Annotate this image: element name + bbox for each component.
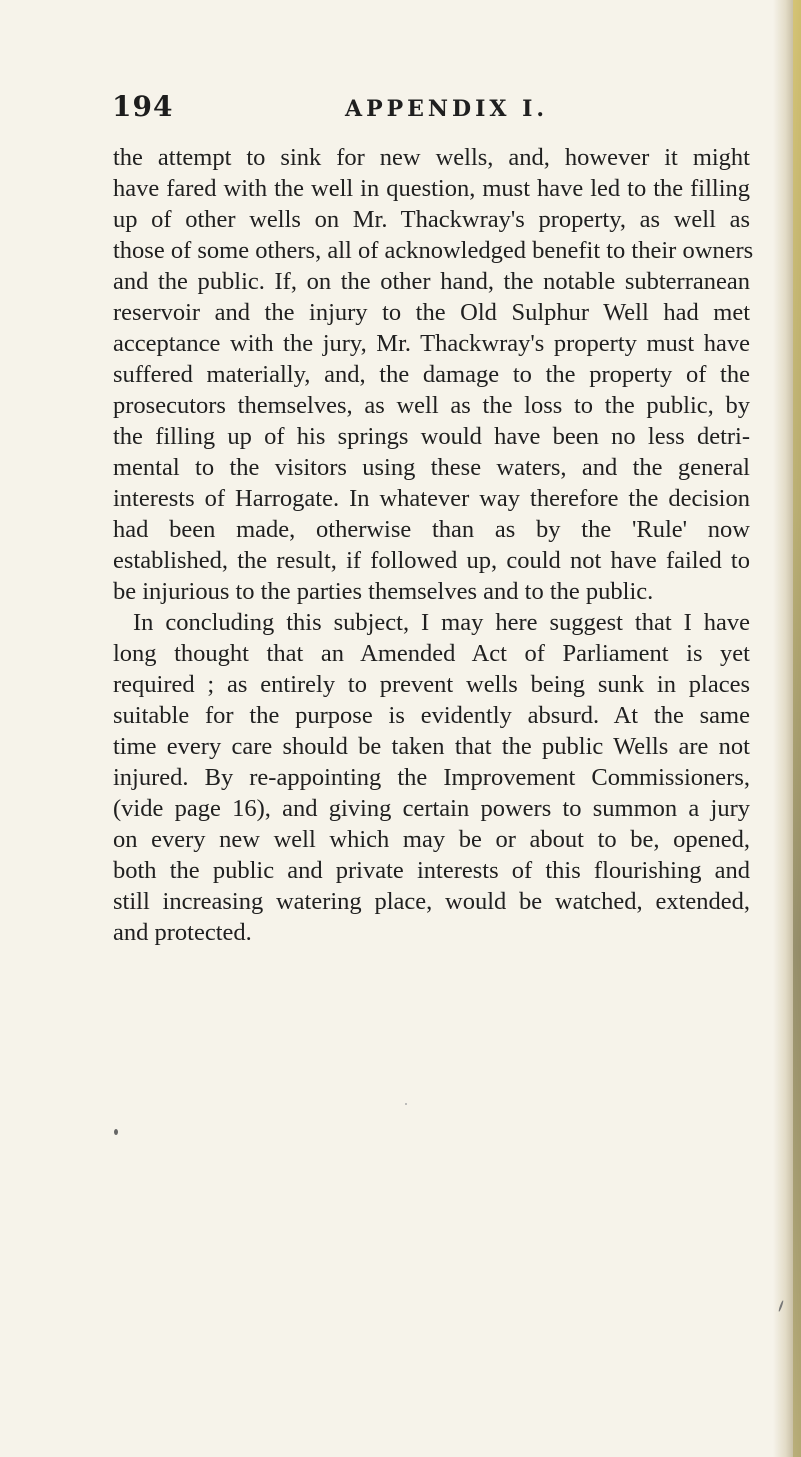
text-line: time every care should be taken that the public Wells are not	[113, 733, 750, 760]
page-edge	[793, 0, 801, 1457]
text-line: reservoir and the injury to the Old Sulphur Well had met	[113, 299, 750, 326]
text-line: interests of Harrogate. In whatever way therefore the decision	[113, 485, 750, 512]
text-line: both the public and private interests of this flourishing and	[113, 857, 750, 884]
text-line: those of some others, all of acknowledged benefit to their owners	[113, 237, 754, 264]
text-line: mental to the visitors using these waters, and the general	[113, 454, 750, 481]
ink-speck	[114, 1129, 118, 1135]
ink-speck	[405, 1103, 407, 1105]
text-line: have fared with the well in question, must have led to the filling	[113, 175, 750, 202]
text-line: still increasing watering place, would be watched, extended,	[113, 888, 750, 915]
body-text	[113, 142, 754, 948]
text-line: had been made, otherwise than as by the 'Rule' now	[113, 516, 750, 543]
running-head: APPENDIX I.	[345, 96, 549, 122]
text-line: the attempt to sink for new wells, and, however it might	[113, 144, 750, 171]
text-line: required ; as entirely to prevent wells being sunk in places	[113, 671, 750, 698]
text-line: and protected.	[113, 919, 252, 946]
text-line: be injurious to the parties themselves and to the public.	[113, 578, 654, 605]
page-header	[112, 90, 752, 130]
text-line: long thought that an Amended Act of Parliament is yet	[113, 640, 750, 667]
page-number: 194	[112, 90, 174, 123]
paragraph-1	[113, 142, 754, 607]
text-line: suffered materially, and, the damage to the property of the	[113, 361, 750, 388]
text-line: up of other wells on Mr. Thackwray's property, as well as	[113, 206, 750, 233]
text-line: suitable for the purpose is evidently absurd. At the same	[113, 702, 750, 729]
text-line: prosecutors themselves, as well as the loss to the public, by	[113, 392, 750, 419]
paragraph-2	[113, 607, 750, 948]
text-line: the filling up of his springs would have been no less detri-	[113, 423, 750, 450]
text-line: injured. By re-appointing the Improvement Commissioners,	[113, 764, 750, 791]
text-line: (vide page 16), and giving certain powers to summon a jury	[113, 795, 750, 822]
text-line: In concluding this subject, I may here suggest that I have	[133, 609, 750, 636]
text-line: acceptance with the jury, Mr. Thackwray's property must have	[113, 330, 750, 357]
text-line: and the public. If, on the other hand, the notable subterranean	[113, 268, 750, 295]
text-line: established, the result, if followed up, could not have failed to	[113, 547, 750, 574]
text-line: on every new well which may be or about to be, opened,	[113, 826, 750, 853]
